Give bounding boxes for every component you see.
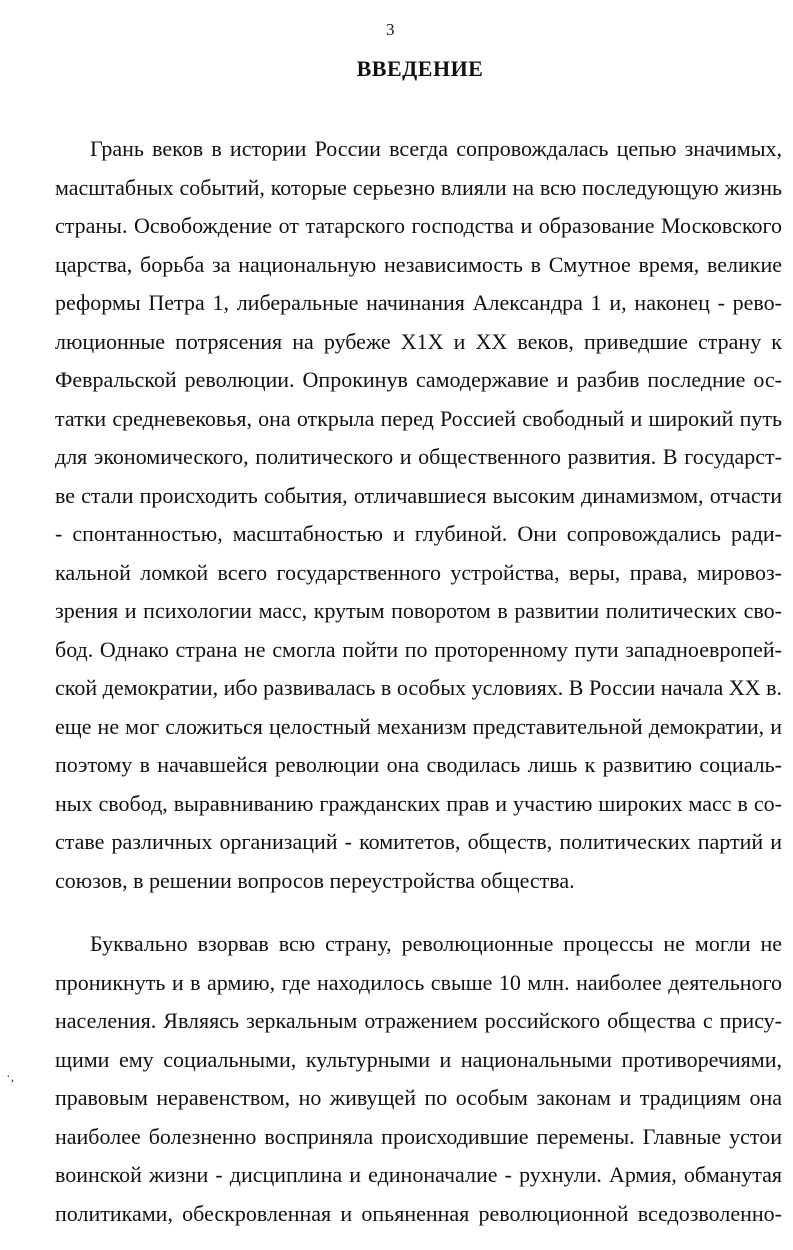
- text-line: поэтому в начавшейся революции она сводилась лишь к развитию социаль-: [55, 752, 782, 777]
- text-line: реформы Петра 1, либеральные начинания Александра 1 и, наконец - рево-: [55, 290, 782, 315]
- text-line: ской демократии, ибо развивалась в особых условиях. В России начала ХХ в.: [55, 675, 782, 700]
- text-line: татки средневековья, она открыла перед Россией свободный и широкий путь: [55, 405, 782, 431]
- text-line: ставе различных организаций - комитетов, обществ, политических партий и: [55, 829, 782, 854]
- text-line: еще не мог сложиться целостный механизм представительной демократии, и: [55, 713, 782, 739]
- section-title: ВВЕДЕНИЕ: [356, 56, 484, 81]
- page-number: 3: [386, 20, 395, 39]
- text-line: для экономического, политического и общественного развития. В государст-: [55, 444, 782, 469]
- text-line: воинской жизни - дисциплина и единоначалие - рухнули. Армия, обманутая: [55, 1162, 782, 1187]
- text-line: щими ему социальными, культурными и национальными противоречиями,: [55, 1046, 782, 1072]
- body-text: [55, 130, 782, 1233]
- text-line: царства, борьба за национальную независимость в Смутное время, великие: [55, 251, 782, 277]
- paragraph: [55, 130, 782, 900]
- text-line: масштабных событий, которые серьезно влияли на всю последующую жизнь: [55, 174, 782, 200]
- text-line: бод. Однако страна не смогла пойти по проторенному пути западноевропей-: [55, 636, 782, 662]
- text-line: люционные потрясения на рубеже Х1Х и ХХ веков, приведшие страну к: [55, 328, 782, 354]
- text-line: зрения и психологии масс, крутым поворотом в развитии политических сво-: [55, 598, 782, 623]
- scan-artifact: ·,: [6, 1070, 15, 1085]
- text-line: Буквально взорвав всю страну, революционные процессы не могли не: [90, 931, 782, 956]
- text-line: ве стали происходить события, отличавшиеся высоким динамизмом, отчасти: [55, 482, 782, 508]
- text-line: политиками, обескровленная и опьяненная революционной вседозволенно-: [55, 1200, 782, 1226]
- text-line: ных свобод, выравниванию гражданских прав и участию широких масс в со-: [55, 790, 782, 816]
- paragraph: [55, 925, 782, 1233]
- text-line: страны. Освобождение от татарского господства и образование Московского: [55, 213, 782, 238]
- text-line: союзов, в решении вопросов переустройства общества.: [55, 867, 575, 893]
- text-line: - спонтанностью, масштабностью и глубиной. Они сопровождались ради-: [55, 521, 782, 546]
- text-line: правовым неравенством, но живущей по особым законам и традициям она: [55, 1085, 782, 1110]
- text-line: Грань веков в истории России всегда сопровождалась цепью значимых,: [90, 136, 782, 161]
- paragraph-gap: [55, 900, 782, 925]
- text-line: населения. Являясь зеркальным отражением российского общества с прису-: [55, 1008, 782, 1033]
- text-line: Февральской революции. Опрокинув самодержавие и разбив последние ос-: [55, 367, 782, 392]
- text-line: кальной ломкой всего государственного устройства, веры, права, мировоз-: [55, 559, 782, 585]
- text-line: проникнуть и в армию, где находилось свыше 10 млн. наиболее деятельного: [55, 969, 782, 995]
- text-line: наиболее болезненно восприняла происходившие перемены. Главные устои: [55, 1123, 782, 1149]
